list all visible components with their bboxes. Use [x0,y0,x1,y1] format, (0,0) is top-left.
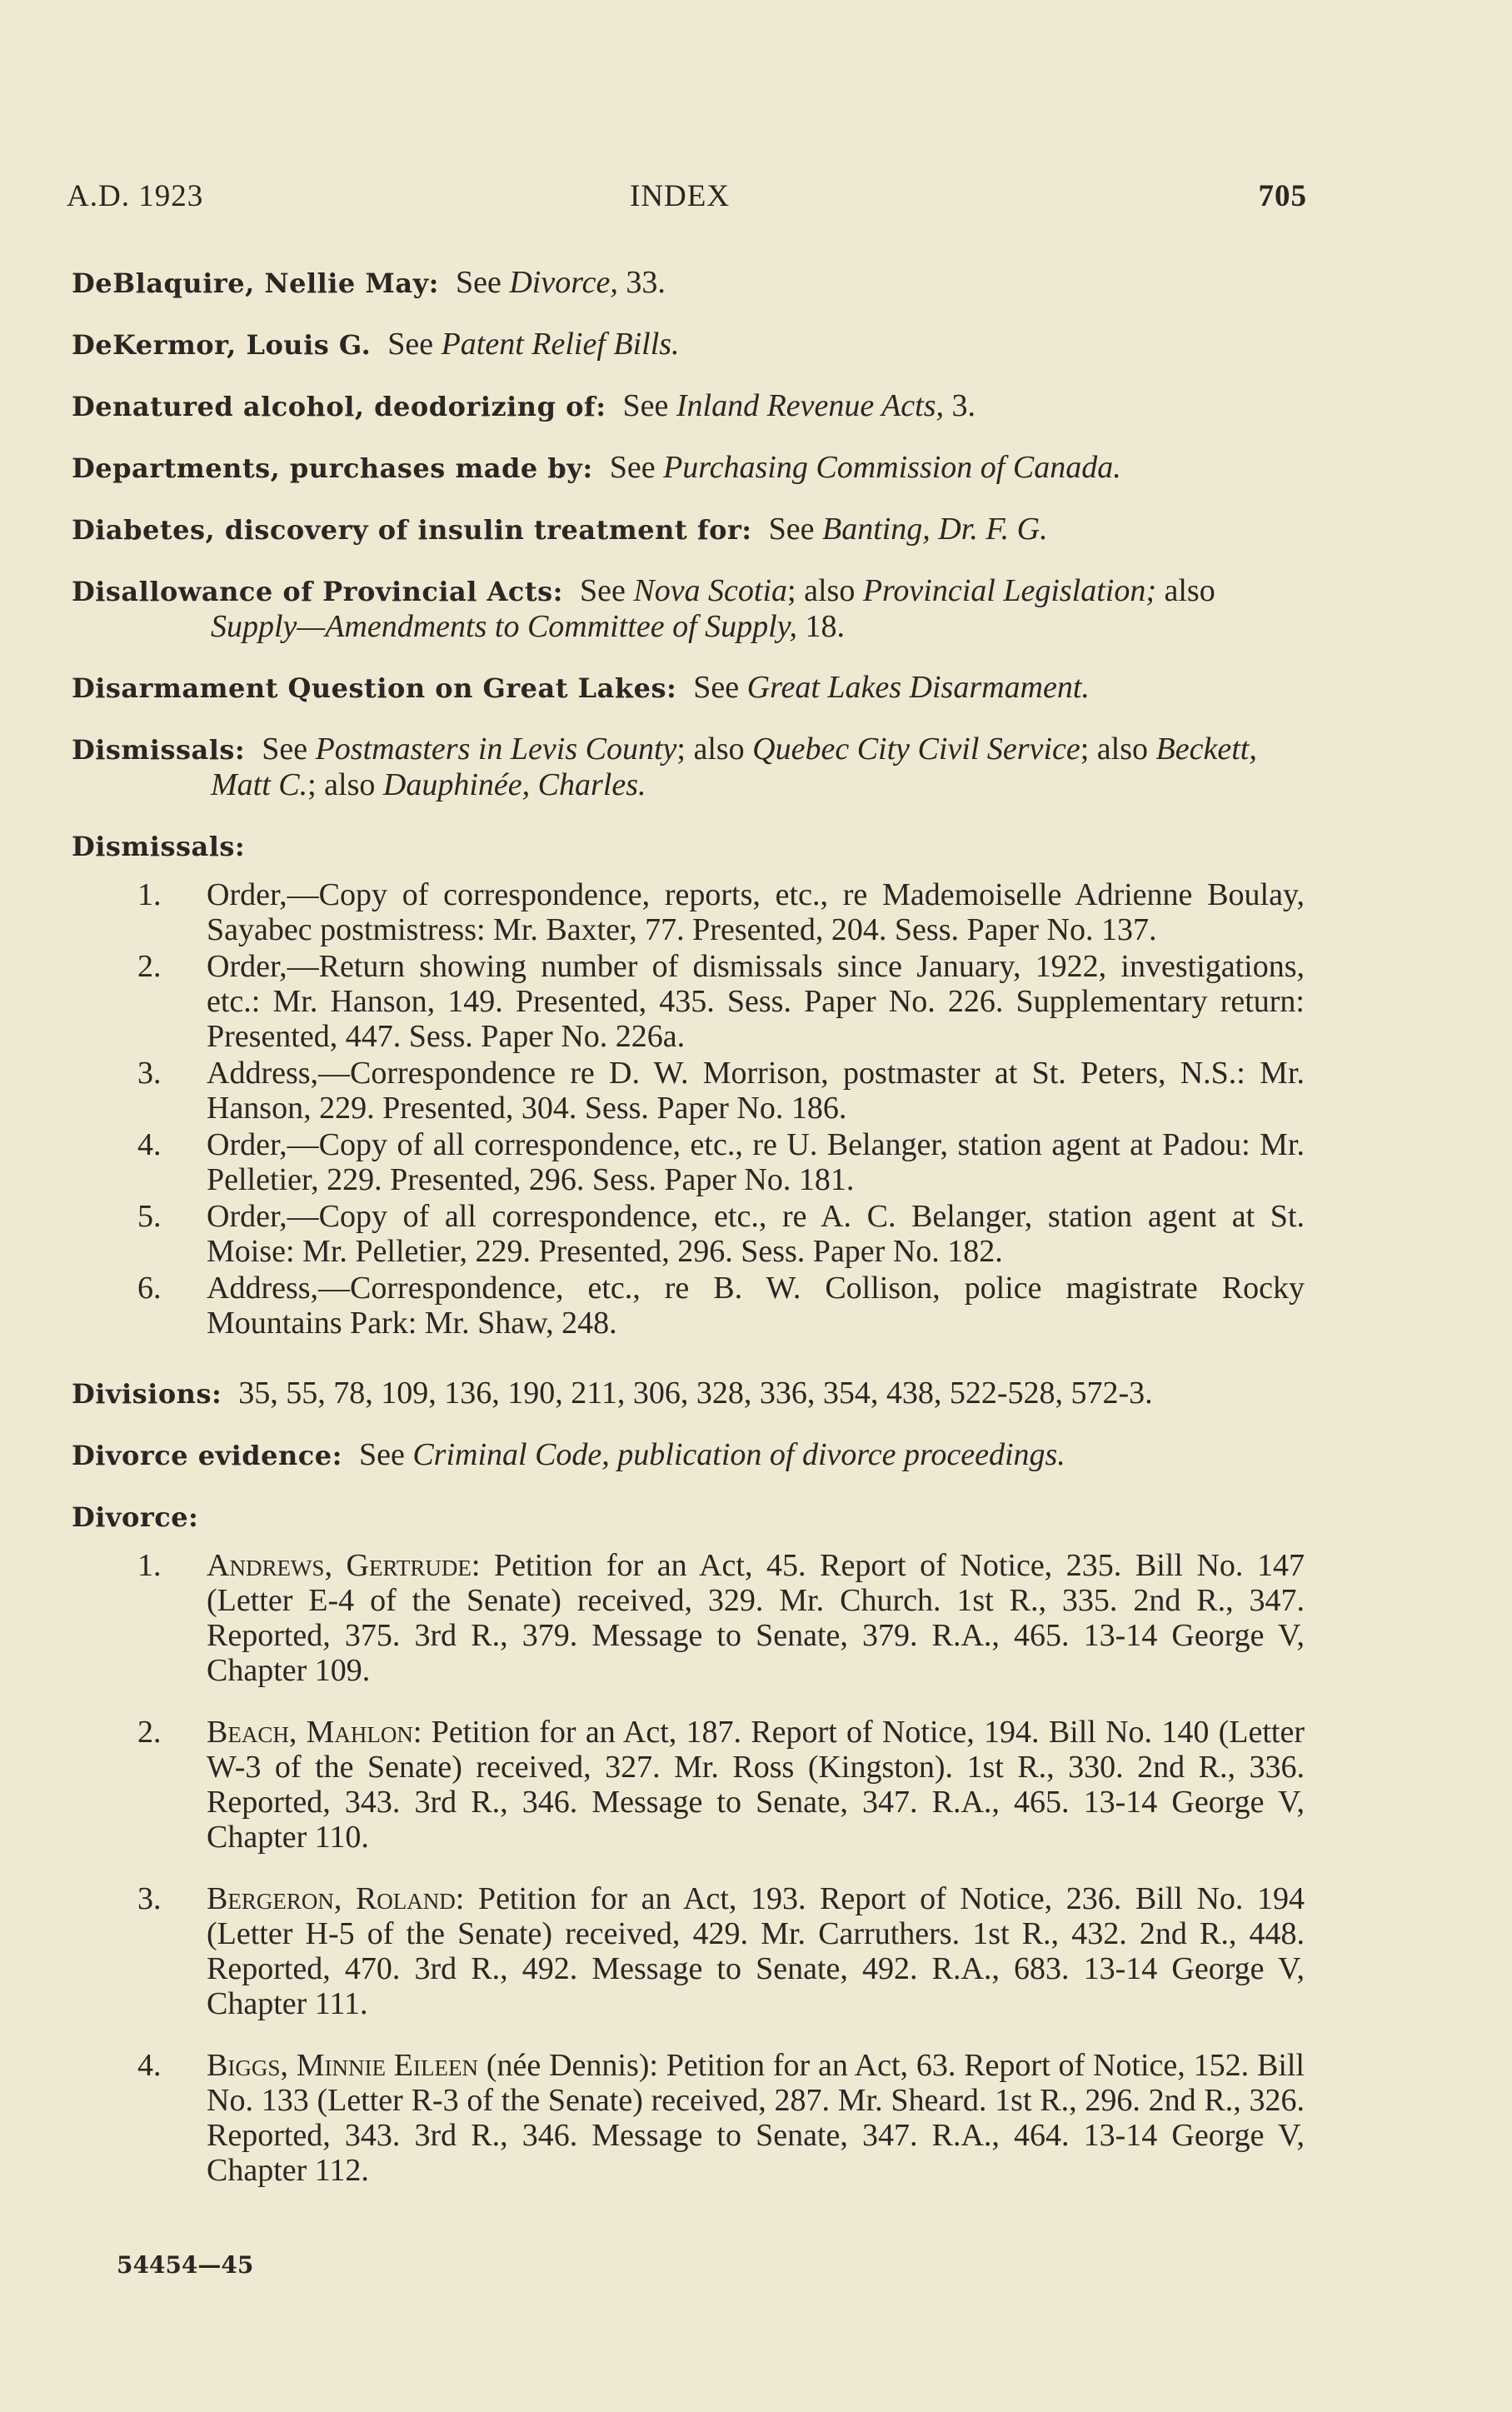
cross-reference: Divorce, [509,265,618,300]
index-entry [72,327,1305,362]
index-entry [72,573,1305,644]
entry-head: Dismissals: [72,734,246,766]
divorce-list [72,1548,1305,2188]
petitioner-name: Beach, Mahlon [207,1715,413,1750]
cross-reference: Postmasters in Levis County [315,732,677,767]
item-number: 6. [137,1271,162,1306]
item-text: Order,—Return showing number of dismissals since January, 1922, investigations, etc.: Mr. Hanson, 149. Presented, 435. Sess. Paper No. 226. Supplementary return: Presented, 447. Sess. Paper No. 226a. [207,949,1305,1054]
cross-reference: Provincial Legislation; [862,573,1156,608]
dismissals-list [72,877,1305,1341]
index-entry [72,388,1305,424]
index-entry-divorce-evidence [72,1437,1305,1473]
list-item [72,1127,1305,1197]
item-text: : Petition for an Act, 193. Report of Notice, 236. Bill No. 194 (Letter H-5 of the Senate) received, 429. Mr. Carruthers. 1st R., 432. 2nd R., 448. Reported, 470. 3rd R., 492. Message to Senate, 492. R.A., 683. 13-14 George V, Chapter 111. [207,1881,1305,2021]
list-item [72,1271,1305,1341]
page-footer-code: 54454—45 [117,2251,254,2279]
item-number: 1. [137,1548,162,1583]
entry-text [359,1437,1065,1472]
item-text: Order,—Copy of all correspondence, etc., re U. Belanger, station agent at Padou: Mr. Pelletier, 229. Presented, 296. Sess. Paper No. 181. [207,1127,1305,1197]
item-text: (née Dennis): Petition for an Act, 63. Report of Notice, 152. Bill No. 133 (Letter R-3 of the Senate) received, 287. Mr. Sheard. 1st R., 296. 2nd R., 326. Reported, 343. 3rd R., 346. Message to Senate, 347. R.A., 464. 13-14 George V, Chapter 112. [207,2048,1305,2188]
entry-text: 33. [617,265,666,300]
list-item [72,1548,1305,1688]
entry-head: Divorce evidence: [72,1440,342,1471]
entry-text: ; also [307,767,383,802]
index-content [72,265,1305,2223]
entry-head: DeBlaquire, Nellie May: [72,267,439,299]
item-number: 3. [137,1056,162,1091]
petitioner-name: Bergeron, Roland [207,1881,456,1916]
list-item [72,1881,1305,2021]
entry-text: See [455,265,510,300]
item-number: 4. [137,2048,162,2083]
dismissals-heading: Dismissals: [72,831,246,862]
item-number: 3. [137,1881,162,1916]
index-entry [72,512,1305,547]
entry-head: DeKermor, Louis G. [72,329,372,361]
list-item [72,1056,1305,1126]
item-text: Order,—Copy of all correspondence, etc., re A. C. Belanger, station agent at St. Moise: Mr. Pelletier, 229. Presented, 296. Sess. Paper No. 182. [207,1199,1305,1269]
cross-reference: Beckett, Matt C. [211,732,1257,802]
index-entries [72,265,1305,802]
entry-text: See [387,327,442,362]
cross-reference: Quebec City Civil Service [752,732,1080,767]
entry-text: ; also [676,732,753,767]
item-number: 2. [137,949,162,984]
cross-reference: Nova Scotia [633,573,788,608]
item-text: Address,—Correspondence, etc., re B. W. Collison, police magistrate Rocky Mountains Park: Mr. Shaw, 248. [207,1271,1305,1341]
cross-reference: Inland Revenue Acts, [676,388,945,423]
cross-reference: Banting, Dr. F. G. [821,512,1048,547]
header-year: A.D. 1923 [67,179,204,213]
entry-text: ; also [787,573,863,608]
item-number: 1. [137,877,162,912]
item-number: 4. [137,1127,162,1162]
cross-reference: Great Lakes Disarmament. [746,670,1090,705]
entry-head: Departments, purchases made by: [72,452,593,484]
entry-text: See [579,573,634,608]
entry-text: See [358,1437,413,1472]
index-entry [72,732,1305,802]
entry-head: Denatured alcohol, deodorizing of: [72,391,606,422]
index-entry-divisions [72,1376,1305,1411]
index-entry [72,265,1305,301]
entry-text: also [1156,573,1215,608]
item-text: Address,—Correspondence re D. W. Morrison, postmaster at St. Peters, N.S.: Mr. Hanson, 229. Presented, 304. Sess. Paper No. 186. [207,1056,1305,1126]
page-header [67,178,1307,220]
cross-reference: Criminal Code, publication of divorce proceedings. [412,1437,1065,1472]
cross-reference: Dauphinée, Charles. [382,767,646,802]
cross-reference: Purchasing Commission of Canada. [663,450,1121,485]
header-title: INDEX [630,179,731,213]
entry-text: See [262,732,316,767]
entry-head: Disarmament Question on Great Lakes: [72,672,677,704]
item-text: : Petition for an Act, 187. Report of Notice, 194. Bill No. 140 (Letter W-3 of the Senate) received, 327. Mr. Ross (Kingston). 1st R., 330. 2nd R., 336. Reported, 343. 3rd R., 346. Message to Senate, 347. R.A., 465. 13-14 George V, Chapter 110. [207,1715,1305,1855]
cross-reference: Supply—Amendments to Committee of Supply, [211,609,797,644]
entry-text: 3. [944,388,976,423]
index-entry [72,670,1305,706]
entry-text: See [768,512,822,547]
entry-text: See [622,388,676,423]
list-item [72,877,1305,947]
list-item [72,2048,1305,2188]
entry-text: 35, 55, 78, 109, 136, 190, 211, 306, 328, 336, 354, 438, 522-528, 572-3. [238,1376,1153,1411]
list-item [72,1715,1305,1855]
item-number: 5. [137,1199,162,1234]
entry-text: See [609,450,664,485]
item-number: 2. [137,1715,162,1750]
index-entry [72,450,1305,486]
entry-text: ; also [1080,732,1156,767]
page-number: 705 [1258,179,1307,213]
petitioner-name: Andrews, Gertrude [207,1548,472,1583]
entry-head: Divisions: [72,1378,222,1410]
petitioner-name: Biggs, Minnie Eileen [207,2048,478,2083]
cross-reference: Patent Relief Bills. [441,327,680,362]
divorce-heading: Divorce: [72,1501,199,1533]
entry-head: Diabetes, discovery of insulin treatment for: [72,514,752,546]
entry-text: 18. [796,609,845,644]
list-item [72,1199,1305,1269]
entry-head: Disallowance of Provincial Acts: [72,576,563,607]
entry-text: See [693,670,747,705]
item-text: : Petition for an Act, 45. Report of Notice, 235. Bill No. 147 (Letter E-4 of the Senate) received, 329. Mr. Church. 1st R., 335. 2nd R., 347. Reported, 375. 3rd R., 379. Message to Senate, 379. R.A., 465. 13-14 George V, Chapter 109. [207,1548,1305,1688]
item-text: Order,—Copy of correspondence, reports, etc., re Mademoiselle Adrienne Boulay, Sayabec postmistress: Mr. Baxter, 77. Presented, 204. Sess. Paper No. 137. [207,877,1305,947]
list-item [72,949,1305,1054]
